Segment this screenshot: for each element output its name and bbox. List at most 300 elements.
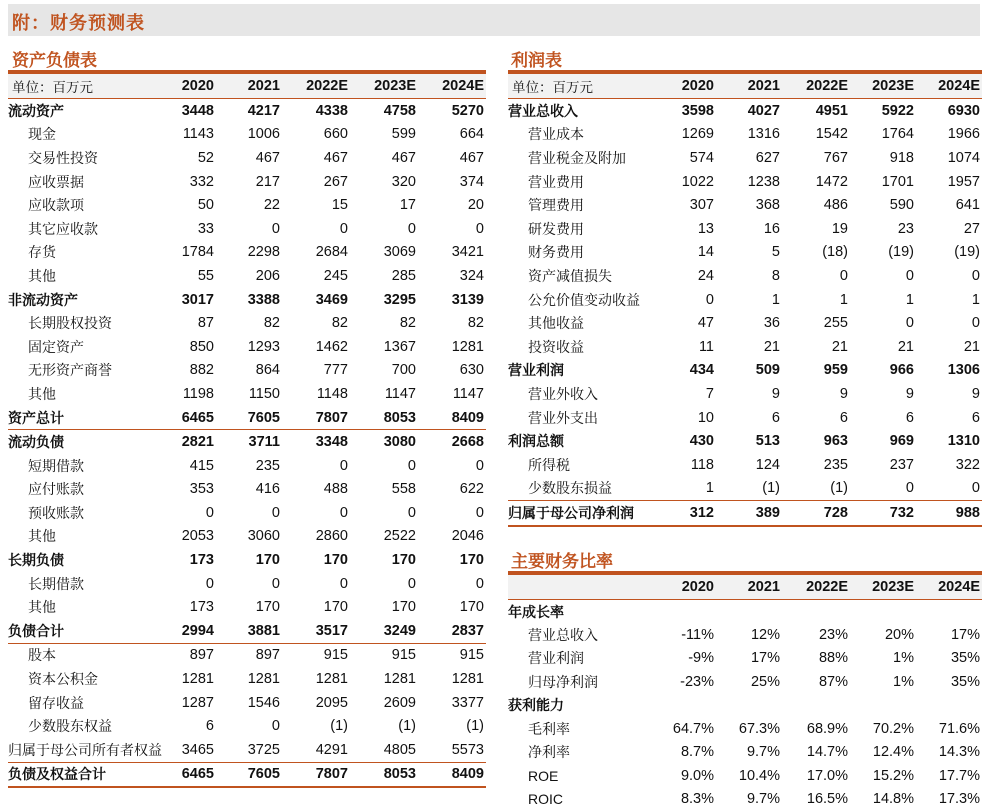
value-cell: 3517 [282,619,350,643]
value-cell [716,694,782,717]
value-cell [916,600,982,624]
value-cell: 87 [197,315,214,332]
table-row [508,170,982,194]
value-cell: 206 [255,267,280,284]
row-label: 预收账款 [28,504,84,521]
value-cell: 963 [823,433,848,450]
value-cell: (19) [954,244,980,261]
value-cell: (1) [716,477,782,501]
table-row [508,429,982,453]
table-row [508,359,982,383]
value-cell: 1764 [881,126,914,143]
row-label: 营业外支出 [528,409,598,426]
value-cell: 324 [459,267,484,284]
value-cell: 389 [716,501,782,526]
value-cell: 1281 [247,671,280,688]
row-label: 归母净利润 [528,673,598,690]
value-cell [654,600,716,624]
value-cell: 732 [850,501,916,526]
value-cell: 0 [971,315,980,332]
table-row [508,99,982,123]
value-cell: 1022 [681,173,714,190]
value-cell: 9 [971,385,980,402]
row-label: 营业总收入 [528,626,598,643]
value-cell: 599 [391,126,416,143]
value-cell: 15 [331,197,348,214]
value-cell: 47 [697,315,714,332]
value-cell: 9 [771,385,780,402]
table-row [8,501,486,525]
value-cell: 237 [889,456,914,473]
value-cell: 8409 [418,406,486,430]
value-cell: 2821 [181,434,214,451]
value-cell: 5573 [418,738,486,762]
table-row [508,406,982,430]
row-label: 无形资产商誉 [28,362,112,379]
value-cell: 0 [339,504,348,521]
year-header: 2024E [916,73,982,99]
table-row [8,359,486,383]
value-cell: 6 [905,409,914,426]
value-cell: 170 [323,599,348,616]
row-label: 归属于母公司所有者权益 [8,738,166,762]
table-row [8,548,486,572]
value-cell [654,694,716,717]
value-cell: 7807 [282,762,350,787]
value-cell: 2609 [383,694,416,711]
value-cell: 966 [889,362,914,379]
row-label: 少数股东权益 [28,718,112,735]
row-label: 非流动资产 [8,291,78,308]
table-row [8,430,486,454]
value-cell: 3348 [315,434,348,451]
row-label: 营业税金及附加 [528,149,626,166]
value-cell: 3465 [166,738,216,762]
value-cell: 0 [205,504,214,521]
value-cell: 70.2% [872,720,914,737]
value-cell: 17.3% [938,791,980,808]
value-cell: 255 [823,315,848,332]
value-cell: 0 [271,504,280,521]
value-cell: 0 [407,504,416,521]
value-cell: 0 [971,267,980,284]
value-cell: 5 [771,244,780,261]
year-header: 2021 [216,73,282,99]
value-cell: 173 [189,552,214,569]
row-label: 年成长率 [508,603,564,620]
table-row [8,595,486,619]
table-row [8,525,486,549]
value-cell: 3139 [451,291,484,308]
value-cell: 1269 [681,126,714,143]
value-cell: 915 [391,647,416,664]
value-cell: 915 [459,647,484,664]
row-label: 长期股权投资 [28,315,112,332]
value-cell: 2684 [315,244,348,261]
value-cell: 25% [750,673,780,690]
value-cell: 6465 [166,406,216,430]
value-cell: 1147 [452,385,484,402]
value-cell: 1 [971,291,980,308]
value-cell: 0 [705,291,714,308]
table-row [8,454,486,478]
value-cell: 1 [654,477,716,501]
value-cell: 16.5% [806,791,848,808]
value-cell: 969 [889,433,914,450]
value-cell: (18) [822,244,848,261]
value-cell: 12% [750,626,780,643]
value-cell: 19 [831,220,848,237]
value-cell: 312 [654,501,716,526]
row-label: 其它应收款 [28,220,98,237]
value-cell: 1316 [747,126,780,143]
value-cell: 170 [255,599,280,616]
year-header: 2020 [166,73,216,99]
value-cell: 16 [763,220,780,237]
table-row [8,762,486,787]
value-cell: 235 [255,457,280,474]
table-row [8,667,486,691]
value-cell: 0 [271,575,280,592]
value-cell: 6930 [947,102,980,119]
value-cell: 173 [189,599,214,616]
value-cell: 11 [698,338,714,355]
year-header: 2020 [654,73,716,99]
value-cell: 10.4% [738,767,780,784]
value-cell: 24 [697,267,714,284]
value-cell: 1701 [881,173,914,190]
year-header: 2022E [282,73,350,99]
table-row [508,382,982,406]
value-cell [916,694,982,717]
table-row [8,170,486,194]
value-cell [782,694,850,717]
value-cell: 850 [189,338,214,355]
value-cell: 3069 [383,244,416,261]
value-cell: 0 [850,477,916,501]
value-cell: 630 [459,362,484,379]
value-cell: 467 [459,149,484,166]
value-cell: 2668 [451,434,484,451]
table-row [8,714,486,738]
value-cell: 1143 [182,126,214,143]
table-row [508,193,982,217]
table-row [508,335,982,359]
value-cell: 0 [475,504,484,521]
row-label: ROE [528,767,559,784]
value-cell: 3421 [451,244,484,261]
row-label: 投资收益 [528,338,584,355]
value-cell: 7605 [216,406,282,430]
value-cell: 0 [916,477,982,501]
value-cell: 17% [950,626,980,643]
value-cell: 1198 [182,385,214,402]
value-cell: 82 [263,315,280,332]
table-row [8,691,486,715]
value-cell: 9.0% [680,767,714,784]
table-row [508,694,982,717]
table-row [8,406,486,430]
value-cell: 170 [323,552,348,569]
row-label: 其他 [28,267,56,284]
row-label: 少数股东损益 [508,477,654,501]
value-cell: 1147 [384,385,416,402]
table-row [8,193,486,217]
value-cell: 3249 [350,619,418,643]
value-cell: 35% [950,650,980,667]
value-cell: 1287 [181,694,214,711]
row-label: 营业利润 [528,650,584,667]
value-cell: 2046 [451,528,484,545]
ratios-title: 主要财务比率 [511,552,613,571]
value-cell: 488 [323,481,348,498]
year-header: 2024E [916,574,982,600]
table-row [508,600,982,624]
row-label: 存货 [28,244,56,261]
value-cell: 82 [399,315,416,332]
value-cell: 332 [189,173,214,190]
income-statement-title: 利润表 [511,51,562,70]
year-header: 2023E [350,73,418,99]
table-row [508,311,982,335]
value-cell: 1293 [247,338,280,355]
value-cell: 82 [467,315,484,332]
value-cell: 9 [839,385,848,402]
table-row [508,764,982,788]
year-header: 2022E [782,574,850,600]
row-label: 毛利率 [528,720,570,737]
ratios-table [508,573,982,811]
value-cell: 21 [963,338,980,355]
value-cell: 2095 [315,694,348,711]
value-cell: 82 [331,315,348,332]
unit-label [508,574,654,600]
value-cell: 0 [271,718,280,735]
row-label: 应付账款 [28,481,84,498]
row-label: 营业利润 [508,362,564,379]
value-cell: 777 [323,362,348,379]
row-label: 公允价值变动收益 [528,291,640,308]
value-cell: 959 [823,362,848,379]
value-cell: 20% [884,626,914,643]
row-label: 资本公积金 [28,671,98,688]
value-cell: 5270 [451,102,484,119]
row-label: 固定资产 [28,338,84,355]
value-cell: 467 [255,149,280,166]
value-cell: 8053 [350,762,418,787]
value-cell: 1281 [451,338,484,355]
row-label: 负债及权益合计 [8,762,166,787]
value-cell: 9 [905,385,914,402]
value-cell: 9.7% [746,744,780,761]
value-cell: 1% [893,650,914,667]
table-row [8,738,486,762]
table-row [508,146,982,170]
value-cell: 22 [263,197,280,214]
value-cell [850,694,916,717]
value-cell: 3377 [451,694,484,711]
value-cell: 267 [323,173,348,190]
year-header: 2020 [654,574,716,600]
header-row [508,73,982,99]
row-label: 归属于母公司净利润 [508,501,654,526]
row-label: 管理费用 [528,197,584,214]
table-row [508,241,982,265]
year-header: 2023E [850,73,916,99]
row-label: 应收票据 [28,173,84,190]
table-row [508,217,982,241]
value-cell: 1238 [747,173,780,190]
value-cell: 574 [689,149,714,166]
value-cell: 118 [690,456,714,473]
value-cell: 641 [955,197,980,214]
row-label: 营业成本 [528,126,584,143]
value-cell: 368 [755,197,780,214]
value-cell: 1306 [947,362,980,379]
value-cell: 3080 [383,434,416,451]
value-cell: 3017 [181,291,214,308]
row-label: 其他 [28,528,56,545]
row-label: 营业外收入 [528,385,598,402]
value-cell: 3388 [247,291,280,308]
value-cell: 988 [916,501,982,526]
value-cell: (1) [330,718,348,735]
value-cell: 6 [205,718,214,735]
value-cell: 4951 [815,102,848,119]
value-cell: 27 [963,220,980,237]
value-cell: 6465 [166,762,216,787]
value-cell: 3469 [315,291,348,308]
table-row [8,264,486,288]
value-cell: 1281 [181,671,214,688]
row-label: 资产总计 [8,406,166,430]
value-cell: 2522 [383,528,416,545]
value-cell: 486 [823,197,848,214]
value-cell: 0 [475,220,484,237]
value-cell: (19) [888,244,914,261]
value-cell: 245 [323,267,348,284]
value-cell: 55 [197,267,214,284]
row-label: 所得税 [528,456,570,473]
value-cell: 1 [905,291,914,308]
value-cell: 1367 [383,338,416,355]
row-label: 流动负债 [8,434,64,451]
table-row [8,572,486,596]
value-cell: 17 [399,197,416,214]
value-cell: 7 [705,385,714,402]
value-cell: 35% [950,673,980,690]
page-title: 附：财务预测表 [12,13,145,33]
value-cell: 3448 [181,102,214,119]
value-cell: 6 [971,409,980,426]
value-cell: 767 [823,149,848,166]
value-cell: 14 [697,244,714,261]
value-cell: 67.3% [738,720,780,737]
row-label: 财务费用 [528,244,584,261]
value-cell: 14.3% [938,744,980,761]
row-label: 短期借款 [28,457,84,474]
value-cell: 467 [391,149,416,166]
table-row [8,123,486,147]
value-cell: 1542 [815,126,848,143]
table-row [508,623,982,647]
value-cell: 88% [818,650,848,667]
value-cell: 4291 [282,738,350,762]
row-label: 营业总收入 [508,102,578,119]
value-cell: 864 [255,362,280,379]
row-label: 负债合计 [8,619,166,643]
table-row [508,288,982,312]
row-label: 留存收益 [28,694,84,711]
row-label: 利润总额 [508,433,564,450]
value-cell: 17.0% [806,767,848,784]
value-cell: 4338 [315,102,348,119]
table-row [8,99,486,123]
value-cell: 3725 [216,738,282,762]
value-cell: 728 [782,501,850,526]
year-header: 2023E [850,574,916,600]
value-cell: 1 [839,291,848,308]
row-label: 净利率 [528,744,570,761]
value-cell: 897 [255,647,280,664]
value-cell: 15.2% [872,767,914,784]
value-cell: 8.7% [680,744,714,761]
value-cell: 322 [955,456,980,473]
value-cell [850,600,916,624]
value-cell: 0 [905,315,914,332]
value-cell: 1957 [947,173,980,190]
value-cell: 23 [897,220,914,237]
row-label: 流动资产 [8,102,64,119]
table-row [8,643,486,667]
value-cell: 6 [771,409,780,426]
value-cell: 3598 [681,102,714,119]
row-label: 其他 [28,599,56,616]
table-row [508,717,982,741]
value-cell: 2837 [418,619,486,643]
row-label: 其他 [28,385,56,402]
value-cell: 622 [459,481,484,498]
value-cell: 7605 [216,762,282,787]
value-cell: 2053 [181,528,214,545]
value-cell: 13 [697,220,714,237]
balance-sheet-table [8,72,486,788]
value-cell: 1006 [247,126,280,143]
value-cell: 1074 [947,149,980,166]
value-cell: 882 [189,362,214,379]
table-row [8,288,486,312]
value-cell: 320 [391,173,416,190]
value-cell: 21 [763,338,780,355]
value-cell [716,600,782,624]
value-cell: 0 [205,575,214,592]
table-row [8,241,486,265]
row-label: ROIC [528,791,563,808]
value-cell: 52 [197,149,214,166]
year-header: 2021 [716,73,782,99]
value-cell: 434 [689,362,714,379]
value-cell: 50 [197,197,214,214]
value-cell: 10 [697,409,714,426]
value-cell: 64.7% [672,720,714,737]
value-cell: 915 [323,647,348,664]
value-cell: 21 [831,338,848,355]
table-row [508,477,982,501]
value-cell: 558 [391,481,416,498]
value-cell: 664 [459,126,484,143]
value-cell: 700 [391,362,416,379]
value-cell: 71.6% [938,720,980,737]
